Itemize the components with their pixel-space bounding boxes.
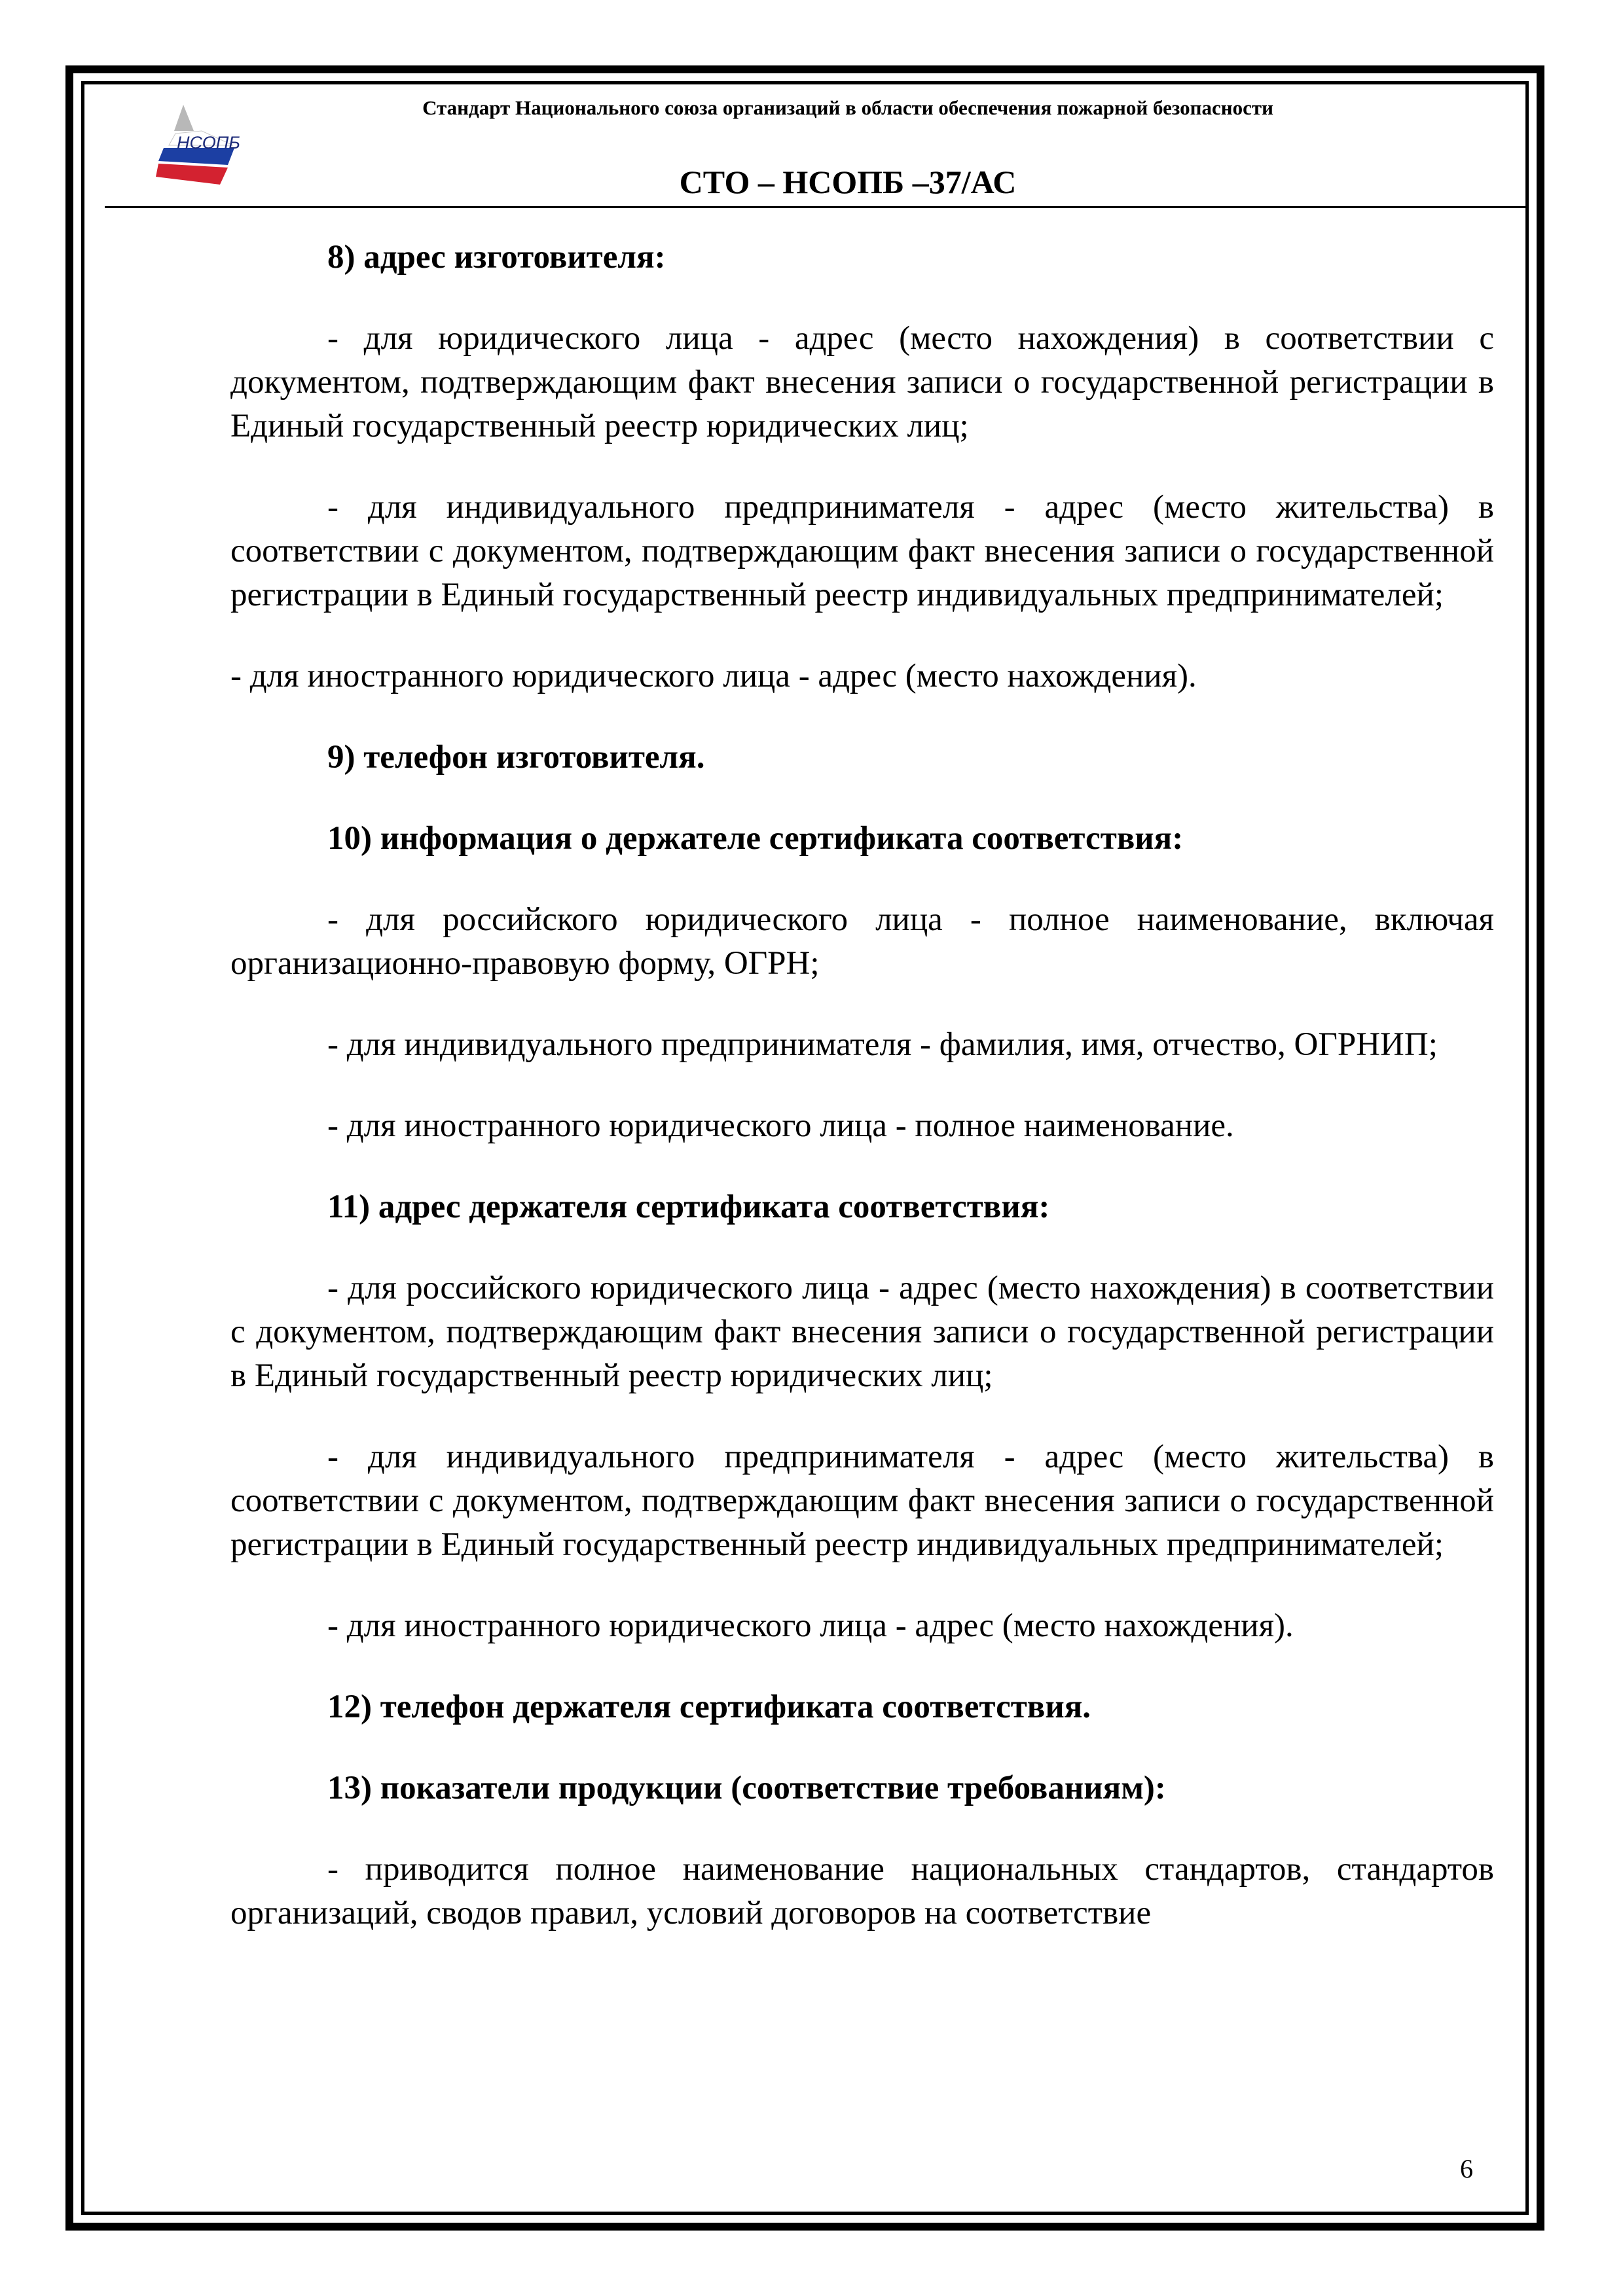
section-heading-13: 13) показатели продукции (соответствие требованиям):: [327, 1770, 1166, 1806]
section-heading-11: 11) адрес держателя сертификата соответствия:: [327, 1189, 1050, 1225]
paragraph: - для иностранного юридического лица - адрес (место нахождения).: [230, 658, 1197, 694]
paragraph: - для российского юридического лица - полное наименование, включая организационно-правовую форму, ОГРН;: [230, 901, 1494, 982]
paragraph: - приводится полное наименование национальных стандартов, стандартов организаций, сводов правил, условий договоров на соответствие: [230, 1851, 1494, 1931]
page-number: 6: [1460, 2154, 1473, 2183]
section-heading-12: 12) телефон держателя сертификата соответствия.: [327, 1689, 1091, 1725]
document-code: СТО – НСОПБ –37/АС: [679, 164, 1017, 200]
paragraph: - для индивидуального предпринимателя - адрес (место жительства) в соответствии с документом, подтверждающим факт внесения записи о государственной регистрации в Единый государственный реестр индивидуальных предпринимателей;: [230, 489, 1494, 613]
section-heading-9: 9) телефон изготовителя.: [327, 739, 705, 776]
paragraph: - для иностранного юридического лица - полное наименование.: [327, 1107, 1234, 1144]
paragraph: - для индивидуального предпринимателя - адрес (место жительства) в соответствии с документом, подтверждающим факт внесения записи о государственной регистрации в Единый государственный реестр индивидуальных предпринимателей;: [230, 1439, 1494, 1563]
document-body: [230, 236, 1494, 1935]
logo-gray-triangle: [174, 105, 194, 131]
logo-text: НСОПБ: [177, 133, 240, 152]
logo-red-band: [156, 164, 228, 185]
paragraph: - для российского юридического лица - адрес (место нахождения) в соответствии с документом, подтверждающим факт внесения записи о государственной регистрации в Единый государственный реестр юридических лиц;: [230, 1270, 1494, 1394]
paragraph: - для индивидуального предпринимателя - фамилия, имя, отчество, ОГРНИП;: [327, 1026, 1438, 1063]
paragraph: - для юридического лица - адрес (место нахождения) в соответствии с документом, подтверждающим факт внесения записи о государственной регистрации в Единый государственный реестр юридических лиц;: [230, 320, 1494, 444]
paragraph: - для иностранного юридического лица - адрес (место нахождения).: [327, 1607, 1294, 1644]
organization-line: Стандарт Национального союза организаций в области обеспечения пожарной безопасности: [422, 96, 1273, 119]
section-heading-8: 8) адрес изготовителя:: [327, 239, 666, 276]
header-divider: [105, 206, 1527, 208]
section-heading-10: 10) информация о держателе сертификата соответствия:: [327, 820, 1184, 857]
